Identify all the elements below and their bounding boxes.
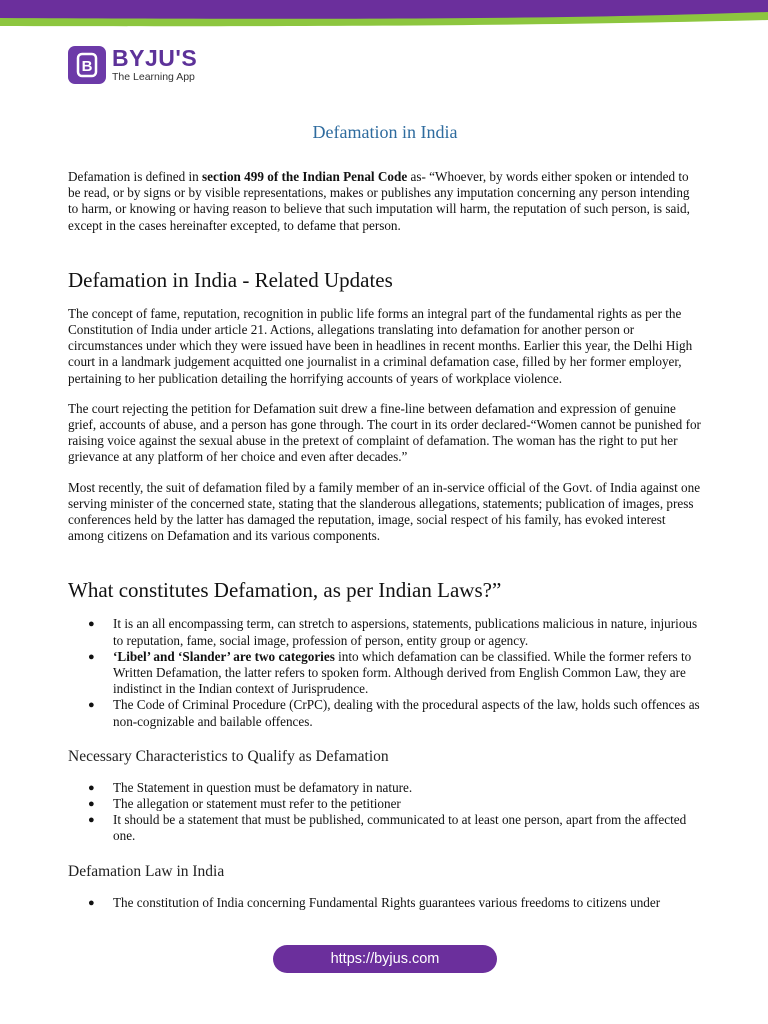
header-wave-band (0, 0, 768, 30)
list-item: ● ‘Libel’ and ‘Slander’ are two categories into which defamation can be classified. While the former refers to Written Defamation, the latter refers to spoken form. Although derived from English Common Law, they are indistinct in the Indian context of Jurisprudence. (88, 648, 692, 697)
section-heading-what-constitutes: What constitutes Defamation, as per Indian Laws?” (68, 578, 502, 603)
bullet-icon: ● (88, 699, 95, 712)
bullet-icon: ● (88, 814, 95, 827)
bullet-icon: ● (88, 896, 95, 909)
bullet-icon: ● (88, 798, 95, 811)
section-heading-characteristics: Necessary Characteristics to Qualify as Defamation (68, 747, 389, 765)
list-item: ● The constitution of India concerning Fundamental Rights guarantees various freedoms to citizens under (88, 894, 661, 910)
paragraph: Most recently, the suit of defamation filed by a family member of an in-service official of the Govt. of India against one serving minister of the concerned state, stating that the slanderous allegations, statements; publication of images, press conferences held by the latter has damaged the reputation, image, social respect of his family, has evoked interest among citizens on Defamation and its various components. (68, 479, 701, 544)
characteristics-list (68, 780, 702, 845)
bullet-icon: ● (88, 650, 95, 663)
logo-mark (68, 46, 106, 84)
bullet-icon: ● (88, 781, 95, 794)
section-heading-related-updates: Defamation in India - Related Updates (68, 267, 393, 292)
list-item: ● The allegation or statement must refer to the petitioner (88, 796, 401, 812)
bullet-icon: ● (88, 618, 95, 631)
byjus-logo (68, 46, 197, 84)
document-title: Defamation in India (312, 122, 458, 142)
section-heading-defamation-law: Defamation Law in India (68, 862, 225, 880)
list-item: ● The Statement in question must be defamatory in nature. (88, 779, 413, 795)
intro-paragraph: Defamation is defined in section 499 of the Indian Penal Code as- “Whoever, by words either spoken or intended to be read, or by signs or by visible representations, makes or publishes any imputation concerning any person intending to harm, or knowing or having reason to believe that such imputation will harm, the reputation of such person, is said, except in the cases hereinafter excepted, to defame that person. (68, 169, 690, 233)
svg-text:B: B (81, 58, 93, 75)
document-body (68, 122, 702, 923)
b-letter-icon (75, 52, 99, 78)
paragraph: The concept of fame, reputation, recognition in public life forms an integral part of the fundamental rights as per the Constitution of India under article 21. Actions, allegations translating into defamation for another person or circumstances under which they were issued have been in headlines in recent months. Earlier this year, the Delhi High court in a landmark judgement acquitted one journalist in a criminal defamation case, filled by her former employer, pertaining to her publication detailing the horrifying accounts of years of workplace violence. (68, 305, 693, 386)
constitutes-list (68, 616, 702, 729)
logo-name: BYJU'S (112, 45, 198, 72)
defamation-law-list (68, 895, 702, 911)
logo-tagline: The Learning App (112, 71, 195, 84)
list-item: ● The Code of Criminal Procedure (CrPC), dealing with the procedural aspects of the law, holds such offences as non-cognizable and bailable offences. (88, 697, 700, 729)
ipc-reference: section 499 of the Indian Penal Code (202, 169, 408, 184)
list-item: ● It should be a statement that must be published, communicated to at least one person, apart from the affected one. (88, 812, 687, 844)
paragraph: The court rejecting the petition for Defamation suit drew a fine-line between defamation and expression of genuine grief, accounts of abuse, and a person has gone through. The court in its order declared-“Women cannot be punished for raising voice against the sexual abuse in the pretext of complaint of defamation. The woman has the right to put her grievance at any platform of her choice and even after decades.” (68, 400, 701, 465)
website-link-button[interactable]: https://byjus.com (273, 945, 497, 973)
list-item: ● It is an all encompassing term, can stretch to aspersions, statements, publications malicious in nature, injurious to reputation, fame, social image, profession of person, entity group or agency. (88, 616, 698, 648)
